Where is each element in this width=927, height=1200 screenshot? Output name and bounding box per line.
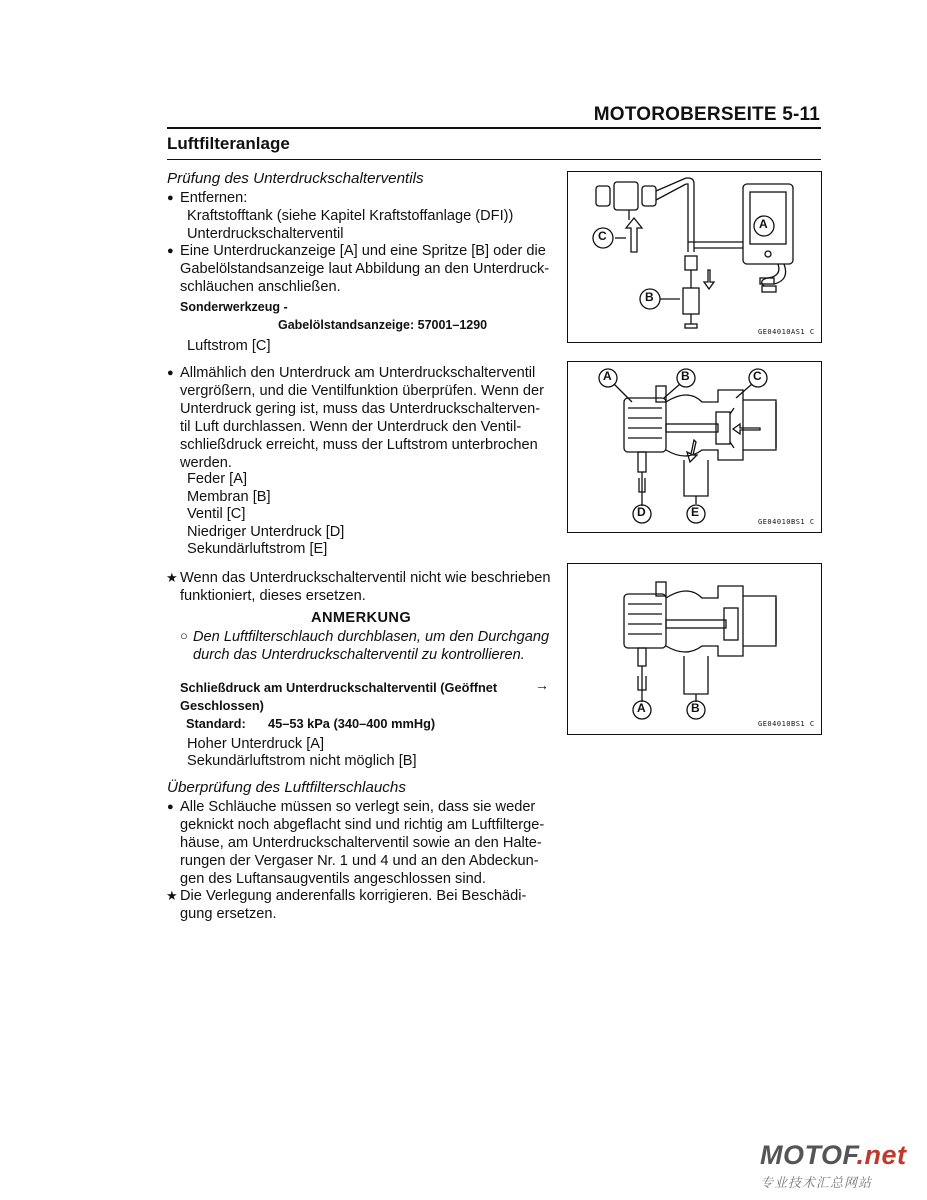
callout-c-text: C: [753, 369, 762, 383]
remove-label: Entfernen:: [180, 190, 248, 206]
figure-valve-closed: [567, 563, 822, 735]
note-line: Den Luftfilterschlauch durchblasen, um den Durchgang: [193, 629, 550, 645]
arrow-right-icon: →: [535, 677, 549, 693]
paragraph-line: schläuchen anschließen.: [180, 279, 341, 295]
paragraph-line: häuse, am Unterdruckschalterventil sowie an den Halte-: [180, 835, 542, 851]
paragraph-line: Eine Unterdruckanzeige [A] und eine Spritze [B] oder die: [180, 243, 546, 259]
legend-item: Sekundärluftstrom [E]: [187, 541, 328, 557]
paragraph-line: funktioniert, dieses ersetzen.: [180, 588, 366, 604]
paragraph-line: schließdruck erreicht, muss der Luftstrom unterbrochen: [180, 437, 538, 453]
callout-b-text: B: [645, 290, 654, 304]
note-line: durch das Unterdruckschalterventil zu kontrollieren.: [193, 647, 525, 663]
watermark-logo: [760, 1140, 907, 1171]
callout-a-text: A: [603, 369, 612, 383]
circle-icon: ○: [180, 628, 188, 643]
legend-item: Sekundärluftstrom nicht möglich [B]: [187, 753, 417, 769]
legend-item: Hoher Unterdruck [A]: [187, 736, 325, 752]
callout-b-text: B: [681, 369, 690, 383]
legend-item: Ventil [C]: [187, 506, 246, 522]
bullet-icon: ●: [167, 367, 174, 379]
bullet-icon: ●: [167, 192, 174, 204]
paragraph-line: rungen der Vergaser Nr. 1 und 4 und an den Abdeckun-: [180, 853, 539, 869]
watermark-brand-main: MOTOF: [760, 1140, 857, 1170]
figure-vacuum-gauge-setup: [567, 171, 822, 343]
paragraph-line: gen des Luftansaugventils angeschlossen sind.: [180, 871, 486, 887]
section-title: Luftfilteranlage: [167, 134, 290, 153]
paragraph-line: vergrößern, und die Ventilfunktion überprüfen. Wenn der: [180, 383, 544, 399]
figure-code: GE04010BS1 C: [758, 518, 815, 526]
remove-item-valve: Unterdruckschalterventil: [187, 226, 344, 242]
standard-label: Standard:: [186, 716, 246, 731]
paragraph-line: geknickt noch abgeflacht sind und richtig am Luftfilterge-: [180, 817, 545, 833]
paragraph-line: Die Verlegung anderenfalls korrigieren. Bei Beschädi-: [180, 888, 527, 904]
header-rule: [167, 127, 821, 129]
spec-heading-line1: Schließdruck am Unterdruckschalterventil (Geöffnet: [180, 680, 498, 695]
star-icon: ★: [166, 888, 178, 903]
legend-item: Niedriger Unterdruck [D]: [187, 524, 345, 540]
paragraph-line: Wenn das Unterdruckschalterventil nicht wie beschrieben: [180, 570, 551, 586]
star-icon: ★: [166, 570, 178, 585]
figure-code: GE04010BS1 C: [758, 720, 815, 728]
paragraph-line: gung ersetzen.: [180, 906, 277, 922]
subhead-hose-check: Überprüfung des Luftfilterschlauchs: [167, 779, 406, 796]
callout-a-text: A: [637, 701, 646, 715]
paragraph-line: werden.: [180, 455, 232, 471]
figure-valve-open: [567, 361, 822, 533]
remove-item-fuel-tank: Kraftstofftank (siehe Kapitel Kraftstoffanlage (DFI)): [187, 208, 514, 224]
paragraph-line: Alle Schläuche müssen so verlegt sein, dass sie weder: [180, 799, 536, 815]
legend-item: Membran [B]: [187, 489, 271, 505]
callout-b-text: B: [691, 701, 700, 715]
callout-e-text: E: [691, 505, 700, 519]
bullet-icon: ●: [167, 245, 174, 257]
paragraph-line: til Luft durchlassen. Wenn der Unterdruck den Ventil-: [180, 419, 522, 435]
special-tool-heading: Sonderwerkzeug -: [180, 300, 288, 314]
figure-code: GE04010AS1 C: [758, 328, 815, 336]
paragraph-line: Unterdruck gering ist, muss das Unterdruckschalterven-: [180, 401, 541, 417]
section-rule: [167, 159, 821, 160]
bullet-icon: ●: [167, 801, 174, 813]
vacuum-gauge-diagram: [568, 172, 821, 342]
watermark-subtitle: 专业技术汇总网站: [760, 1175, 873, 1190]
subhead-vacuum-switch-check: Prüfung des Unterdruckschalterventils: [167, 170, 424, 187]
page-header-title: MOTOROBERSEITE 5-11: [593, 104, 820, 125]
legend-item: Feder [A]: [187, 471, 248, 487]
spec-heading-line2: Geschlossen): [180, 698, 264, 713]
callout-c-text: C: [598, 229, 607, 243]
watermark-brand-tld: .net: [856, 1140, 907, 1170]
note-title: ANMERKUNG: [311, 610, 412, 626]
callout-d-text: D: [637, 505, 646, 519]
legend-airflow: Luftstrom [C]: [187, 338, 271, 354]
paragraph-line: Allmählich den Unterdruck am Unterdruckschalterventil: [180, 365, 536, 381]
standard-value: 45–53 kPa (340–400 mmHg): [268, 716, 436, 731]
paragraph-line: Gabelölstandsanzeige laut Abbildung an den Unterdruck-: [180, 261, 550, 277]
special-tool-value: Gabelölstandsanzeige: 57001–1290: [278, 318, 488, 332]
callout-a-text: A: [759, 217, 768, 231]
